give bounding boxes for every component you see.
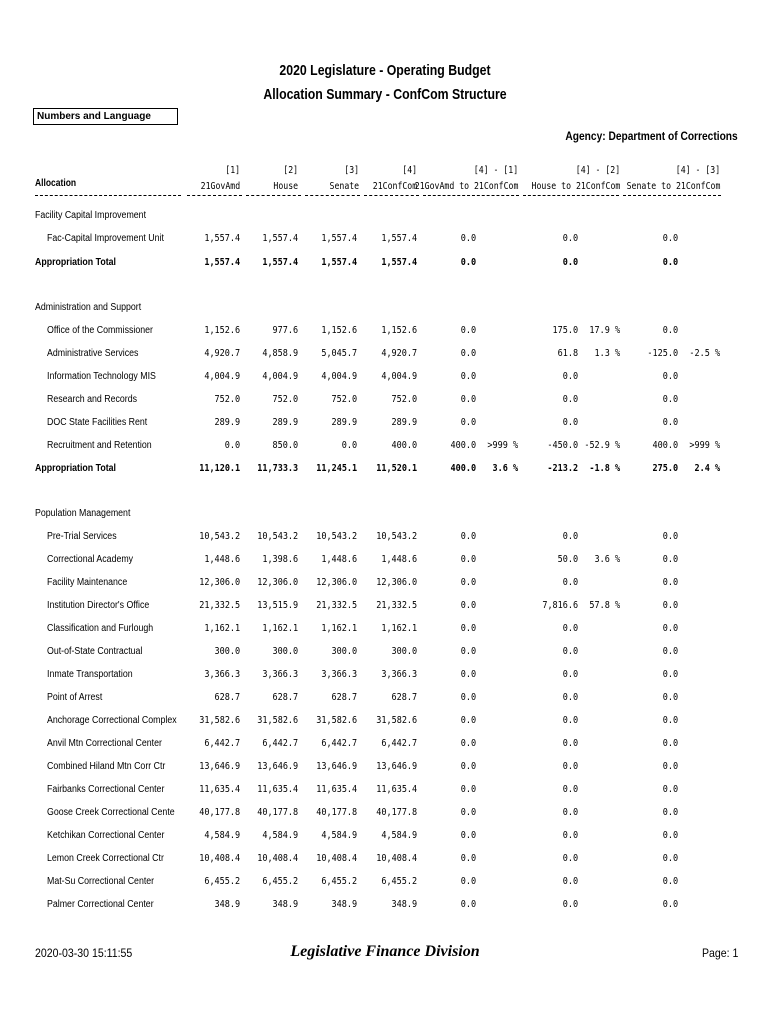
cell-d2: 0.0 [562, 371, 578, 382]
table-row [0, 577, 770, 599]
cell-v3: 12,306.0 [316, 577, 357, 588]
cell-d1: 0.0 [460, 554, 476, 565]
cell-v3: 628.7 [331, 692, 357, 703]
cell-v4: 40,177.8 [376, 807, 417, 818]
table-row [0, 876, 770, 898]
allocation-name: Research and Records [47, 394, 138, 405]
cell-p2: 3.6 % [594, 554, 620, 565]
cell-v4: 3,366.3 [381, 669, 417, 680]
cell-v4: 10,543.2 [376, 531, 417, 542]
cell-v3: 1,557.4 [321, 257, 357, 268]
cell-v4: 11,520.1 [376, 463, 417, 474]
cell-d2: 0.0 [562, 899, 578, 910]
cell-p1: >999 % [487, 440, 518, 451]
cell-v4: 1,152.6 [381, 325, 417, 336]
allocation-name: Mat-Su Correctional Center [47, 876, 155, 887]
cell-d3: 0.0 [662, 257, 678, 268]
col4-bottom: 21ConfCom [372, 181, 417, 192]
header-underline [35, 195, 181, 196]
cell-d1: 0.0 [460, 738, 476, 749]
cell-d2: 0.0 [562, 692, 578, 703]
cell-d3: 0.0 [662, 738, 678, 749]
report-title-line2: Allocation Summary - ConfCom Structure [263, 86, 507, 103]
cell-d2: 0.0 [562, 394, 578, 405]
col4-top: [4] [402, 165, 417, 176]
cell-v2: 348.9 [272, 899, 298, 910]
col2-bottom: House [273, 181, 298, 192]
table-row [0, 853, 770, 875]
cell-d2: 0.0 [562, 761, 578, 772]
col2-top: [2] [283, 165, 298, 176]
header-underline [364, 195, 419, 196]
agency-label: Agency: Department of Corrections [565, 129, 738, 143]
cell-v4: 13,646.9 [376, 761, 417, 772]
cell-d3: 0.0 [662, 371, 678, 382]
cell-d1: 0.0 [460, 830, 476, 841]
table-row [0, 233, 770, 255]
cell-d1: 0.0 [460, 715, 476, 726]
cell-v2: 4,858.9 [262, 348, 298, 359]
cell-v3: 300.0 [331, 646, 357, 657]
cell-v2: 3,366.3 [262, 669, 298, 680]
cell-d1: 0.0 [460, 233, 476, 244]
total-label: Appropriation Total [35, 463, 116, 474]
cell-d3: 0.0 [662, 394, 678, 405]
cell-v1: 300.0 [214, 646, 240, 657]
cell-d2: 0.0 [562, 531, 578, 542]
cell-v3: 10,543.2 [316, 531, 357, 542]
cell-v4: 628.7 [391, 692, 417, 703]
cell-d1: 0.0 [460, 394, 476, 405]
cell-v2: 10,543.2 [257, 531, 298, 542]
diff2-bottom: House to 21ConfCom [531, 181, 620, 192]
cell-v1: 6,455.2 [204, 876, 240, 887]
cell-v3: 31,582.6 [316, 715, 357, 726]
cell-v2: 752.0 [272, 394, 298, 405]
cell-d2: 175.0 [552, 325, 578, 336]
cell-p2: 57.8 % [589, 600, 620, 611]
cell-v2: 6,455.2 [262, 876, 298, 887]
diff1-bottom: 21GovAmd to 21ConfCom [414, 181, 518, 192]
cell-v4: 10,408.4 [376, 853, 417, 864]
cell-v1: 21,332.5 [199, 600, 240, 611]
header-underline [623, 195, 721, 196]
cell-d1: 400.0 [450, 440, 476, 451]
cell-v1: 31,582.6 [199, 715, 240, 726]
cell-v3: 1,557.4 [321, 233, 357, 244]
table-row [0, 784, 770, 806]
cell-v2: 40,177.8 [257, 807, 298, 818]
cell-d3: 0.0 [662, 233, 678, 244]
numbers-and-language-box: Numbers and Language [33, 108, 178, 125]
table-row [0, 669, 770, 691]
cell-d2: 0.0 [562, 830, 578, 841]
cell-d1: 0.0 [460, 348, 476, 359]
cell-d3: 0.0 [662, 761, 678, 772]
cell-p2: 17.9 % [589, 325, 620, 336]
cell-v4: 1,448.6 [381, 554, 417, 565]
cell-v3: 0.0 [341, 440, 357, 451]
cell-v4: 752.0 [391, 394, 417, 405]
cell-v3: 5,045.7 [321, 348, 357, 359]
cell-v2: 31,582.6 [257, 715, 298, 726]
cell-v3: 289.9 [331, 417, 357, 428]
diff3-bottom: Senate to 21ConfCom [626, 181, 720, 192]
table-row [0, 371, 770, 393]
table-row [0, 417, 770, 439]
cell-d3: 0.0 [662, 876, 678, 887]
cell-v2: 13,646.9 [257, 761, 298, 772]
cell-v4: 289.9 [391, 417, 417, 428]
allocation-name: Facility Maintenance [47, 577, 128, 588]
cell-d2: 50.0 [557, 554, 578, 565]
cell-v2: 977.6 [272, 325, 298, 336]
cell-v3: 6,442.7 [321, 738, 357, 749]
cell-d3: -125.0 [647, 348, 678, 359]
cell-d1: 0.0 [460, 853, 476, 864]
cell-v3: 40,177.8 [316, 807, 357, 818]
cell-d2: 0.0 [562, 623, 578, 634]
table-row [0, 738, 770, 760]
cell-v4: 4,004.9 [381, 371, 417, 382]
cell-d1: 0.0 [460, 646, 476, 657]
cell-d1: 0.0 [460, 784, 476, 795]
cell-d3: 0.0 [662, 417, 678, 428]
cell-d2: 0.0 [562, 646, 578, 657]
cell-p2: 1.3 % [594, 348, 620, 359]
allocation-name: Fairbanks Correctional Center [47, 784, 165, 795]
cell-v3: 1,162.1 [321, 623, 357, 634]
cell-d2: 0.0 [562, 577, 578, 588]
cell-v4: 6,442.7 [381, 738, 417, 749]
col1-top: [1] [225, 165, 240, 176]
diff1-top: [4] - [1] [473, 165, 518, 176]
cell-d3: 0.0 [662, 784, 678, 795]
header-underline [187, 195, 242, 196]
cell-v1: 10,543.2 [199, 531, 240, 542]
cell-d1: 0.0 [460, 899, 476, 910]
cell-v1: 4,004.9 [204, 371, 240, 382]
report-title-line1: 2020 Legislature - Operating Budget [279, 62, 491, 79]
page-number: Page: 1 [701, 946, 738, 960]
diff3-top: [4] - [3] [675, 165, 720, 176]
cell-d3: 0.0 [662, 531, 678, 542]
cell-v1: 40,177.8 [199, 807, 240, 818]
cell-v4: 31,582.6 [376, 715, 417, 726]
cell-v1: 628.7 [214, 692, 240, 703]
allocation-name: Ketchikan Correctional Center [47, 830, 165, 841]
cell-v4: 1,557.4 [381, 257, 417, 268]
cell-v1: 0.0 [224, 440, 240, 451]
allocation-name: Combined Hiland Mtn Corr Ctr [47, 761, 166, 772]
cell-d3: 0.0 [662, 554, 678, 565]
cell-d3: 0.0 [662, 715, 678, 726]
report-timestamp: 2020-03-30 15:11:55 [35, 946, 133, 960]
cell-d3: 0.0 [662, 669, 678, 680]
section-heading: Facility Capital Improvement [35, 210, 147, 221]
cell-v1: 1,557.4 [204, 233, 240, 244]
cell-d1: 0.0 [460, 417, 476, 428]
cell-d2: 0.0 [562, 257, 578, 268]
cell-v1: 4,584.9 [204, 830, 240, 841]
table-row [0, 623, 770, 645]
cell-d1: 0.0 [460, 600, 476, 611]
cell-d1: 0.0 [460, 371, 476, 382]
section-heading: Administration and Support [35, 302, 142, 313]
cell-d1: 0.0 [460, 669, 476, 680]
cell-v1: 6,442.7 [204, 738, 240, 749]
cell-v1: 3,366.3 [204, 669, 240, 680]
cell-v3: 10,408.4 [316, 853, 357, 864]
cell-d2: 7,816.6 [542, 600, 578, 611]
cell-v3: 6,455.2 [321, 876, 357, 887]
cell-v4: 1,557.4 [381, 233, 417, 244]
table-row [0, 348, 770, 370]
col3-bottom: Senate [329, 181, 359, 192]
header-underline [305, 195, 360, 196]
allocation-name: Inmate Transportation [47, 669, 133, 680]
cell-v1: 289.9 [214, 417, 240, 428]
table-row [0, 692, 770, 714]
cell-p2: -1.8 % [589, 463, 620, 474]
cell-p3: 2.4 % [694, 463, 720, 474]
cell-v2: 6,442.7 [262, 738, 298, 749]
cell-v4: 4,920.7 [381, 348, 417, 359]
cell-p3: >999 % [689, 440, 720, 451]
cell-v2: 628.7 [272, 692, 298, 703]
cell-d3: 275.0 [652, 463, 678, 474]
cell-d1: 0.0 [460, 692, 476, 703]
allocation-name: Classification and Furlough [47, 623, 154, 634]
col3-top: [3] [344, 165, 359, 176]
table-row [0, 646, 770, 668]
cell-v2: 4,004.9 [262, 371, 298, 382]
cell-d1: 0.0 [460, 761, 476, 772]
cell-v4: 1,162.1 [381, 623, 417, 634]
cell-d2: 0.0 [562, 417, 578, 428]
cell-v4: 400.0 [391, 440, 417, 451]
allocation-name: Goose Creek Correctional Cente [47, 807, 175, 818]
cell-v1: 752.0 [214, 394, 240, 405]
cell-v4: 348.9 [391, 899, 417, 910]
cell-d1: 0.0 [460, 325, 476, 336]
cell-v1: 1,152.6 [204, 325, 240, 336]
cell-v1: 348.9 [214, 899, 240, 910]
cell-v1: 4,920.7 [204, 348, 240, 359]
allocation-name: Out-of-State Contractual [47, 646, 143, 657]
allocation-name: Information Technology MIS [47, 371, 156, 382]
cell-d3: 0.0 [662, 577, 678, 588]
col1-bottom: 21GovAmd [200, 181, 240, 192]
cell-d3: 0.0 [662, 692, 678, 703]
cell-d3: 0.0 [662, 623, 678, 634]
cell-d3: 0.0 [662, 325, 678, 336]
table-row [0, 807, 770, 829]
cell-v2: 11,733.3 [257, 463, 298, 474]
legislative-finance-division-signature: Legislative Finance Division [290, 943, 480, 960]
table-row [0, 325, 770, 347]
cell-d3: 0.0 [662, 853, 678, 864]
cell-v2: 289.9 [272, 417, 298, 428]
cell-d1: 400.0 [450, 463, 476, 474]
cell-v2: 11,635.4 [257, 784, 298, 795]
cell-v3: 1,448.6 [321, 554, 357, 565]
cell-v1: 1,448.6 [204, 554, 240, 565]
appropriation-total-row [0, 257, 770, 279]
cell-v1: 12,306.0 [199, 577, 240, 588]
table-row [0, 554, 770, 576]
cell-v3: 4,584.9 [321, 830, 357, 841]
cell-v3: 13,646.9 [316, 761, 357, 772]
cell-d1: 0.0 [460, 807, 476, 818]
cell-d3: 0.0 [662, 807, 678, 818]
allocation-name: Office of the Commissioner [47, 325, 153, 336]
total-label: Appropriation Total [35, 257, 116, 268]
cell-v4: 6,455.2 [381, 876, 417, 887]
allocation-name: Fac-Capital Improvement Unit [47, 233, 164, 244]
cell-v1: 1,557.4 [204, 257, 240, 268]
cell-v2: 13,515.9 [257, 600, 298, 611]
header-underline [523, 195, 619, 196]
cell-d2: 0.0 [562, 715, 578, 726]
cell-v2: 1,162.1 [262, 623, 298, 634]
allocation-name: Pre-Trial Services [47, 531, 117, 542]
cell-d1: 0.0 [460, 531, 476, 542]
section-heading: Population Management [35, 508, 131, 519]
cell-v1: 1,162.1 [204, 623, 240, 634]
cell-p1: 3.6 % [492, 463, 518, 474]
header-underline [246, 195, 301, 196]
table-row [0, 394, 770, 416]
cell-v2: 10,408.4 [257, 853, 298, 864]
cell-d2: 0.0 [562, 784, 578, 795]
table-row [0, 830, 770, 852]
cell-v2: 12,306.0 [257, 577, 298, 588]
cell-v3: 4,004.9 [321, 371, 357, 382]
cell-v1: 10,408.4 [199, 853, 240, 864]
table-row [0, 761, 770, 783]
cell-p3: -2.5 % [689, 348, 720, 359]
cell-d3: 400.0 [652, 440, 678, 451]
allocation-name: Anvil Mtn Correctional Center [47, 738, 162, 749]
cell-v1: 13,646.9 [199, 761, 240, 772]
cell-d2: 0.0 [562, 233, 578, 244]
allocation-name: Administrative Services [47, 348, 139, 359]
cell-v1: 11,120.1 [199, 463, 240, 474]
allocation-header: Allocation [35, 178, 77, 189]
cell-d2: 0.0 [562, 807, 578, 818]
cell-d3: 0.0 [662, 899, 678, 910]
cell-d1: 0.0 [460, 577, 476, 588]
cell-v2: 1,398.6 [262, 554, 298, 565]
cell-v3: 21,332.5 [316, 600, 357, 611]
cell-d2: 0.0 [562, 669, 578, 680]
table-row [0, 531, 770, 553]
cell-v3: 752.0 [331, 394, 357, 405]
allocation-name: Palmer Correctional Center [47, 899, 154, 910]
cell-v3: 11,245.1 [316, 463, 357, 474]
cell-d3: 0.0 [662, 830, 678, 841]
cell-d2: -450.0 [547, 440, 578, 451]
appropriation-total-row [0, 463, 770, 485]
cell-d2: 0.0 [562, 853, 578, 864]
cell-d3: 0.0 [662, 646, 678, 657]
cell-p2: -52.9 % [584, 440, 620, 451]
table-row [0, 600, 770, 622]
allocation-name: Anchorage Correctional Complex [47, 715, 177, 726]
cell-d1: 0.0 [460, 257, 476, 268]
cell-d2: 0.0 [562, 876, 578, 887]
cell-v4: 300.0 [391, 646, 417, 657]
table-row [0, 440, 770, 462]
cell-v2: 300.0 [272, 646, 298, 657]
cell-v1: 11,635.4 [199, 784, 240, 795]
allocation-name: Point of Arrest [47, 692, 103, 703]
cell-v4: 4,584.9 [381, 830, 417, 841]
cell-v3: 3,366.3 [321, 669, 357, 680]
cell-v4: 12,306.0 [376, 577, 417, 588]
cell-v3: 1,152.6 [321, 325, 357, 336]
cell-d2: -213.2 [547, 463, 578, 474]
allocation-name: Institution Director's Office [47, 600, 150, 611]
cell-v2: 850.0 [272, 440, 298, 451]
diff2-top: [4] - [2] [575, 165, 620, 176]
cell-d1: 0.0 [460, 876, 476, 887]
cell-d2: 0.0 [562, 738, 578, 749]
cell-v2: 1,557.4 [262, 257, 298, 268]
cell-v2: 1,557.4 [262, 233, 298, 244]
allocation-name: Recruitment and Retention [47, 440, 152, 451]
cell-d2: 61.8 [557, 348, 578, 359]
cell-v4: 11,635.4 [376, 784, 417, 795]
cell-d3: 0.0 [662, 600, 678, 611]
allocation-name: DOC State Facilities Rent [47, 417, 148, 428]
cell-v4: 21,332.5 [376, 600, 417, 611]
cell-d1: 0.0 [460, 623, 476, 634]
header-underline [423, 195, 519, 196]
table-row [0, 899, 770, 921]
allocation-name: Correctional Academy [47, 554, 134, 565]
table-row [0, 715, 770, 737]
cell-v3: 11,635.4 [316, 784, 357, 795]
cell-v3: 348.9 [331, 899, 357, 910]
allocation-name: Lemon Creek Correctional Ctr [47, 853, 164, 864]
cell-v2: 4,584.9 [262, 830, 298, 841]
